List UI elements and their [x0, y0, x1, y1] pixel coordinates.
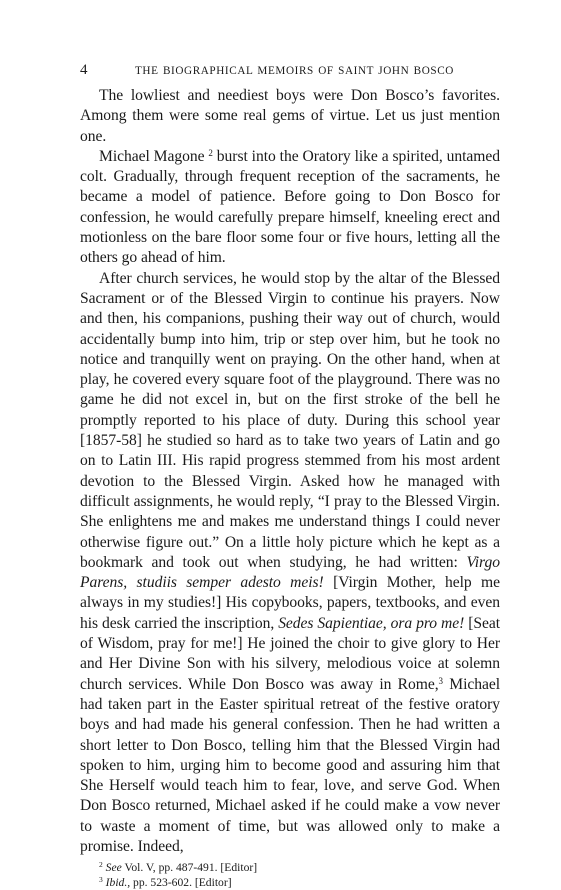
- book-page: [80, 62, 500, 890]
- footnote: [99, 860, 500, 875]
- footnote-ref[interactable]: 3: [438, 675, 443, 686]
- footnote-text: Vol. V, pp. 487-491. [Editor]: [121, 861, 258, 875]
- latin-quote: Virgo Parens, studiis semper adesto meis!: [80, 553, 500, 592]
- footnote: [99, 875, 500, 890]
- running-head: THE BIOGRAPHICAL MEMOIRS OF SAINT JOHN BOSCO: [135, 65, 454, 77]
- paragraph: [80, 147, 500, 269]
- paragraph-text: After church services, he would stop by the altar of the Blessed Sacrament or of the Blessed Virgin to continue his prayers. Now and then, his companions, pushing their way out of church, would accidentally bump into him, trip or step over him, but he took no notice and tranquilly went on praying. On the other hand, when at play, he covered every square foot of the playground. There was no game he did not excel in, but on the first stroke of the bell he promptly reported to his place of duty. During this school year [1857-58] he studied so hard as to take two years of Latin and go on to Latin III. His rapid progress stemmed from his most ardent devotion to the Blessed Virgin. Asked how he managed with difficult assignments, he would reply, “I pray to the Blessed Virgin. She enlightens me and makes me understand things I could never otherwise figure out.” On a little holy picture which he kept as a bookmark and took out when studying, he had written:: [80, 269, 500, 571]
- footnote-ref-word: See: [105, 861, 122, 875]
- paragraph: [80, 269, 500, 858]
- paragraph-text: Michael Magone: [99, 147, 205, 165]
- latin-quote: Sedes Sapientiae, ora pro me!: [278, 614, 465, 632]
- page-number: 4: [80, 62, 88, 78]
- footnote-text: pp. 523-602. [Editor]: [130, 876, 232, 890]
- paragraph-text: burst into the Oratory like a spirited, untamed colt. Gradually, through frequent reception of the sacraments, he became a model of patience. Before going to Don Bosco for confession, he would carefully prepare himself, kneeling erect and motionless on the bare floor some four or five hours, letting all the others go ahead of him.: [80, 147, 501, 267]
- footnote-number: 3: [99, 875, 103, 885]
- footnotes: [80, 860, 500, 890]
- paragraph: [80, 86, 500, 147]
- footnote-ref[interactable]: 2: [208, 147, 213, 158]
- paragraph-text: [Virgin Mother, help me always in my studies!] His copybooks, papers, textbooks, and even his desk carried the inscription,: [80, 574, 500, 632]
- footnote-number: 2: [99, 860, 103, 870]
- paragraph-text: [Seat of Wisdom, pray for me!] He joined the choir to give glory to Her and Her Divine Son with his silvery, melodious voice at solemn church services. While Don Bosco was away in Rome,: [80, 614, 500, 693]
- paragraph-text: The lowliest and neediest boys were Don Bosco’s favorites. Among them were some real gems of virtue. Let us just mention one.: [80, 87, 500, 145]
- page-header: [80, 62, 500, 82]
- paragraph-text: Michael had taken part in the Easter spiritual retreat of the festive oratory boys and had made his general confession. Then he had written a short letter to Don Bosco, telling him that the Blessed Virgin had spoken to him, urging him to become good and assuring him that She Herself would teach him to fear, love, and serve God. When Don Bosco returned, Michael asked if he could make a vow never to waste a moment of time, but was allowed only to make a promise. Indeed,: [80, 675, 500, 855]
- footnote-ref-word: Ibid.,: [105, 876, 131, 890]
